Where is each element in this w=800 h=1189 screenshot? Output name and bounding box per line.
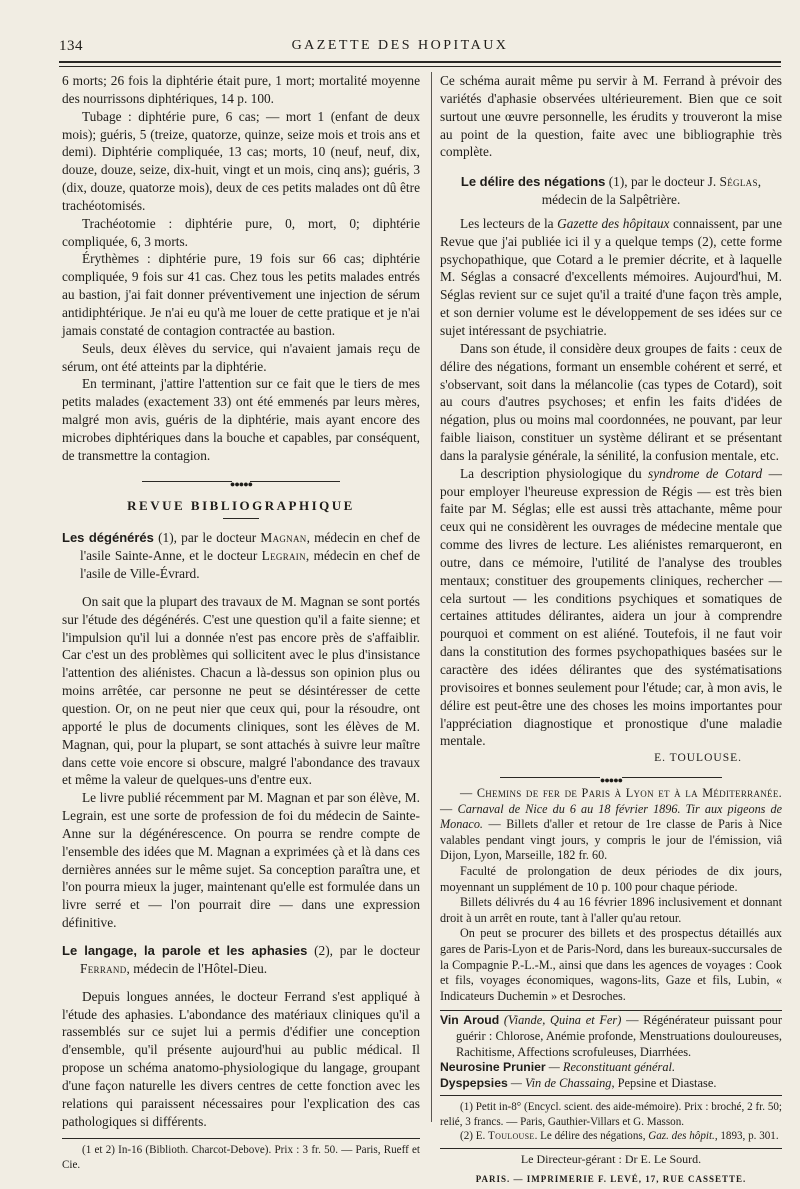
footnote: (1 et 2) In-16 (Biblioth. Charcot-Debove). Prix : 3 fr. 50. — Paris, Rueff et Cie. [62,1144,420,1171]
header-rule-thick [59,61,781,63]
paragraph: Les lecteurs de la Gazette des hôpitaux connaissent, par une Revue que j'ai publiée ici il y a quelque temps (2), cette forme psychopathique, que Cotard a le premier décrite, et à laquelle M. Séglas a consacré d'excellents mémoires. Aujourd'hui, M. Séglas revient sur ce sujet qu'il a traité d'une façon très ample, et son dernier volume est le développement de ses idées sur ce sujet intéressant de psychiatrie. [440,215,783,338]
product-name: Vin Aroud [440,1013,500,1028]
paragraph: Tubage : diphtérie pure, 6 cas; — mort 1 (enfant de deux mois); guéris, 5 (treize, quatorze, quinze, seize mois et trois ans et demi). Diphtérie compliquée, 13 cas; morts, 10 (neuf, neuf, dix, douze, douze, seize, dix-huit, vingt et un mois, cinq ans); guéris, 3 (dix, douze, quatorze mois), deux de ces petits malades ont dû être trachéotomisés. [62,108,420,213]
paragraph: Érythèmes : diphtérie pure, 19 fois sur 66 cas; diphtérie compliquée, 9 fois sur 41 cas. Chez tous les petits malades entrés au bastion, j'ai fait donner préventivement une injection de sérum antidiphtérique. Je n'ai eu qu'à me louer de cette pratique et je n'ai jamais constaté de contagion contractée au bastion. [62,251,420,338]
footnote-ref: (1) [608,174,625,190]
paragraph: Seuls, deux élèves du service, qui n'avaient jamais reçu de sérum, ont été atteints par la diphtérie. [62,340,420,374]
paragraph: En terminant, j'attire l'attention sur ce fait que le tiers de mes petits malades (exactement 33) ont été emmenés par leurs mères, malgré mon avis, guéris de la diphtérie, mais ayant encore des microbes diphtériques dans la bouche et capables, par conséquent, de transmettre la contagion. [62,376,420,463]
footnote: (2) E. Toulouse. Le délire des négations, Gaz. des hôpit., 1893, p. 301. [460,1130,779,1143]
left-column [62,72,420,1172]
paragraph: Dans son étude, il considère deux groupes de faits : ceux de délire des négations, formant un ensemble cohérent et serré, et s'observant, soit dans la mélancolie (cas types de Cotard), soit au cours d'autres psychoses; et enfin les faits d'idées de négation, plus ou moins mal coordonnées, ne pouvant, par leur faible liaison, constituer un système délirant et se présentant dans la paralysie générale, la sénilité, la confusion mentale, etc. [440,340,782,463]
footnote-ref: (1) [158,530,174,546]
printer-line: PARIS. — IMPRIMERIE F. LEVÉ, 17, RUE CASSETTE. [475,1174,747,1185]
section-rule [223,518,259,519]
review-title: Le langage, la parole et les aphasies [62,942,308,958]
author-name: Ferrand [80,960,127,976]
review-title: Le délire des négations [460,174,606,190]
footnote-rule [440,1095,782,1096]
paragraph: 6 morts; 26 fois la diphtérie était pure, 1 mort; mortalité moyenne des nourrissons diphtériques, 14 p. 100. [62,73,420,106]
page-number: 134 [59,38,83,54]
section-ornament: ●●●●● [62,471,420,493]
ad-rule [440,1010,782,1011]
director-line: Le Directeur-gérant : Dr E. Le Sourd. [520,1151,702,1166]
footnote: (1) Petit in-8° (Encycl. scient. des aide-mémoire). Prix : broché, 2 fr. 50; relié, 3 francs. — Paris, Gauthier-Villars et G. Masson. [440,1101,782,1128]
section-title: REVUE BIBLIOGRAPHIQUE [127,497,355,513]
footnote-ref: (2) [314,942,330,958]
advertisement: Vin Aroud (Viande, Quina et Fer) — Régénérateur puissant pour guérir : Chlorose, Anémie profonde, Menstruations douloureuses, Rachitisme, Affections scrofuleuses, Diarrhées. [440,1013,782,1059]
paragraph: Trachéotomie : diphtérie pure, 0, mort, 0; diphtérie compliquée, 6, 3 morts. [62,215,420,249]
advertisement: Dyspepsies — Vin de Chassaing, Pepsine et Diastase. [440,1075,717,1090]
paragraph: Faculté de prolongation de deux périodes de dix jours, moyennant un supplément de 10 p. 100 pour chaque période. [440,864,782,894]
signature: E. TOULOUSE. [654,752,742,765]
section-ornament: ●●●●● [440,770,782,786]
header-rule-thin [59,66,781,67]
author-name: Legrain [261,548,306,564]
product-name: Dyspepsies [440,1075,508,1090]
journal-title: Gazette des hôpitaux [557,215,670,231]
right-column [440,72,782,1189]
paragraph: On peut se procurer des billets et des prospectus détaillés aux gares de Paris-Lyon et de Paris-Nord, dans les bureaux-succursales de la Compagnie P.-L.-M., ainsi que dans les agences de voyages : Cook et fils, voyages économiques, wagons-lits, Gaze et fils, Lubin, « Indicateurs Duchemin » et Desroches. [440,926,782,1003]
review-heading: Le langage, la parole et les aphasies (2), par le docteur Ferrand, médecin de l'Hôtel-Dieu. [62,942,420,976]
review-title: Les dégénérés [62,530,154,546]
advertisement: Neurosine Prunier — Reconstituant général. [440,1060,676,1075]
paragraph: On sait que la plupart des travaux de M. Magnan se sont portés sur l'étude des dégénérés. C'est une question qu'il a faite sienne; et l'impulsion qu'il lui a donnée n'est pas encore près de s'affaiblir. Car c'est un des problèmes qui sollicitent avec le plus d'insistance l'attention des aliénistes. Chacun a là-dessus son opinion plus ou moins arrêtée, car personne ne peut se désintéresser de cette question. Or, on ne peut nier que ceux qui, pour la résoudre, ont apporté le plus de documents cliniques, sont les élèves de M. Magnan, qui, pour la plupart, se sont attachés à suivre leur maître dans cette voie encore si obscure, malgré l'abondance des travaux et même la valeur de quelques-uns d'entre eux. [62,593,420,788]
notice-event: Carnaval de Nice du 6 au 18 février 1896. Tir aux pigeons de Monaco. [440,801,782,832]
footnote-rule [62,1138,420,1139]
syndrome-name: syndrome de Cotard [648,465,763,481]
railway-notice: — Chemins de fer de Paris à Lyon et à la Méditerranée. — Carnaval de Nice du 6 au 18 février 1896. Tir aux pigeons de Monaco. — Billets d'aller et retour de 1re classe de Paris à Nice valables pendant vingt jours, y compris le jour de l'émission, viâ Dijon, Lyon, Marseille, 182 fr. 60. [440,786,782,863]
paragraph: Billets délivrés du 4 au 16 février 1896 inclusivement et donnant droit à un arrêt en route, tant à l'aller qu'au retour. [440,895,782,925]
paragraph: Depuis longues années, le docteur Ferrand s'est appliqué à l'étude des aphasies. L'abondance des matériaux cliniques qu'il a rassemblés sur ce sujet lui a permis d'édifier une conception d'ensemble, qu'il présente aujourd'hui au public médical. Il propose un schéma anatomo-physiologique du langage, groupant d'une façon naturelle les divers centres de cette fonction avec les relations qui paraissent nécessaires pour l'explication des cas pathologiques si différents. [62,988,420,1129]
paragraph: Le livre publié récemment par M. Magnan et par son élève, M. Legrain, est une sorte de profession de foi du médecin de Sainte-Anne sur la dégénérescence. On pourra se rendre compte de l'ensemble des idées que M. Magnan a exprimées çà et là dans ces dernières années sur le même sujet. Sa conception paraîtra une, et l'on pourra mieux la juger, maintenant qu'elle est formulée dans un livre serré et — l'on pourrait dire — dans une expression définitive. [62,790,420,931]
product-name: Neurosine Prunier [440,1060,546,1075]
notice-title: — Chemins de fer de Paris à Lyon et à la Méditerranée. — [440,786,782,816]
author-name: Séglas [719,174,758,190]
imprint-rule [440,1148,782,1149]
paragraph: La description physiologique du syndrome de Cotard — pour employer l'heureuse expression de Régis — est très bien faite par M. Séglas; elle est aussi très attachante, même pour ceux qui ne considèrent les ouvrages de médecine mentale que comme des livres de lecture. Les aliénistes remarqueront, en outre, dans ce mémoire, l'utilité de l'analyse des troubles mentaux; constituer des groupements cliniques, rechercher — cela surtout — les conditions psychiques et somatiques de certaines attitudes délirantes, aidera un jour à comprendre pourquoi et comment on est aliéné. Toutefois, il ne faut voir dans la constitution des formes psychopathiques basées sur le caractère des idées délirantes que des systématisations provisoires et bonnes seulement pour l'étude; car, à mon avis, le délire est peut-être une des choses les moins importantes pour l'appréciation diagnostique et pronostique d'une maladie mentale. [440,465,782,749]
review-heading: Le délire des négations (1), par le docteur J. Séglas, médecin de la Salpêtrière. [460,174,762,208]
review-heading: Les dégénérés (1), par le docteur Magnan, médecin en chef de l'asile Sainte-Anne, et le docteur Legrain, médecin en chef de l'asile de Ville-Évrard. [62,530,421,582]
column-divider [431,72,432,1122]
paragraph: Ce schéma aurait même pu servir à M. Ferrand à prévoir des variétés d'aphasie observées ultérieurement. Bien que ce soit surtout une œuvre personnelle, les érudits y trouveront la mise au point de la question, faite avec une bibliographie très complète. [440,73,782,160]
author-name: Magnan [260,530,307,546]
running-title: GAZETTE DES HOPITAUX [291,38,509,53]
